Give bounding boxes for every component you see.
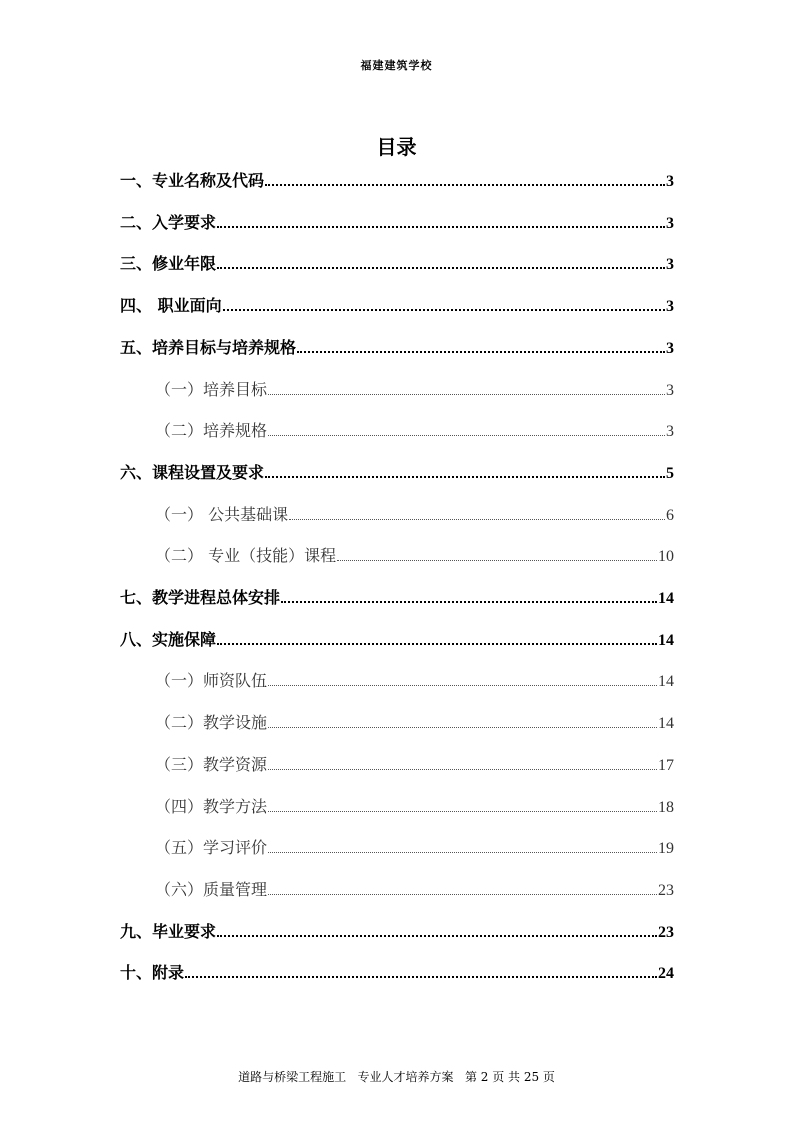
toc-entry-label: （五）学习评价 (155, 838, 268, 858)
toc-entry-label: （一） 公共基础课 (155, 504, 289, 524)
toc-entry-label: （四）教学方法 (155, 796, 268, 816)
toc-leader-dots (268, 685, 657, 686)
toc-entry[interactable] (120, 332, 674, 358)
toc-entry-label: 四、 职业面向 (120, 296, 222, 316)
toc-entry-label: 三、修业年限 (120, 254, 217, 274)
toc-entry-page-number: 3 (666, 381, 674, 399)
toc-entry-page-number: 3 (666, 256, 674, 274)
toc-entry-label: （一）师资队伍 (155, 671, 268, 691)
toc-entry[interactable] (120, 624, 674, 650)
toc-leader-dots (217, 267, 665, 269)
toc-leader-dots (265, 476, 665, 478)
toc-leader-dots (289, 519, 665, 520)
toc-entry[interactable] (155, 665, 674, 691)
toc-entry-page-number: 14 (658, 715, 674, 733)
toc-entry-label: （三）教学资源 (155, 754, 268, 774)
toc-leader-dots (217, 643, 657, 645)
toc-entry-page-number: 3 (666, 339, 674, 357)
toc-title: 目录 (376, 135, 417, 159)
toc-entry[interactable] (155, 415, 674, 441)
toc-entry[interactable] (120, 916, 674, 942)
toc-leader-dots (268, 394, 665, 395)
toc-entry-page-number: 6 (666, 506, 674, 524)
toc-entry-label: 五、培养目标与培养规格 (120, 337, 297, 357)
toc-entry-label: 七、教学进程总体安排 (120, 588, 281, 607)
toc-entry-page-number: 23 (658, 881, 674, 899)
toc-entry[interactable] (155, 707, 674, 733)
toc-entry-page-number: 3 (666, 214, 674, 232)
toc-entry[interactable] (120, 165, 674, 191)
toc-entry-page-number: 14 (658, 631, 674, 649)
toc-entry[interactable] (120, 207, 674, 233)
toc-entry-label: 一、专业名称及代码 (120, 171, 265, 190)
toc-entry[interactable] (155, 540, 674, 566)
toc-entry[interactable] (120, 457, 674, 483)
toc-entry-page-number: 5 (666, 464, 674, 482)
toc-entry[interactable] (155, 874, 674, 900)
toc-entry-label: 六、课程设置及要求 (120, 462, 265, 482)
toc-entry[interactable] (120, 582, 674, 608)
toc-entry-label: （二）教学设施 (155, 713, 268, 733)
toc-leader-dots (268, 894, 657, 895)
toc-leader-dots (268, 769, 657, 770)
page-footer: 道路与桥梁工程施工 专业人才培养方案 第 2 页 共 25 页 (238, 1070, 555, 1084)
toc-entry[interactable] (155, 791, 674, 817)
toc-leader-dots (217, 935, 657, 937)
toc-entry[interactable] (155, 499, 674, 525)
toc-entry-page-number: 14 (658, 673, 674, 691)
toc-entry-page-number: 3 (666, 423, 674, 441)
toc-leader-dots (185, 976, 657, 978)
toc-entry[interactable] (155, 749, 674, 775)
toc-entry[interactable] (120, 957, 674, 983)
toc-entry-page-number: 23 (658, 923, 674, 941)
toc-entry-label: （六）质量管理 (155, 879, 268, 899)
toc-entry[interactable] (155, 374, 674, 400)
toc-entry[interactable] (120, 248, 674, 274)
toc-leader-dots (337, 560, 657, 561)
toc-leader-dots (217, 226, 665, 228)
toc-entry-label: （一）培养目标 (155, 379, 268, 399)
toc-leader-dots (268, 811, 657, 812)
toc-leader-dots (223, 309, 665, 311)
toc-leader-dots (268, 852, 657, 853)
page-header: 福建建筑学校 (360, 59, 433, 72)
toc-entry-label: 二、入学要求 (120, 212, 217, 232)
toc-entry-page-number: 3 (666, 298, 674, 316)
toc-entry-page-number: 18 (658, 798, 674, 816)
toc-entry-label: （二）培养规格 (155, 421, 268, 441)
toc-entry-label: 十、附录 (120, 963, 185, 983)
toc-entry[interactable] (155, 832, 674, 858)
toc-entry[interactable] (120, 290, 674, 316)
toc-entry-label: 九、毕业要求 (120, 921, 217, 941)
toc-leader-dots (281, 601, 657, 603)
toc-entry-page-number: 24 (658, 965, 674, 983)
toc-entry-page-number: 19 (658, 840, 674, 858)
toc-entry-label: 八、实施保障 (120, 629, 217, 649)
toc-leader-dots (265, 184, 665, 186)
toc-entry-label: （二） 专业（技能）课程 (155, 546, 337, 566)
toc-entry-page-number: 10 (658, 548, 674, 566)
toc-leader-dots (268, 727, 657, 728)
toc-entry-page-number: 3 (666, 173, 674, 190)
toc-leader-dots (268, 435, 665, 436)
toc-entry-page-number: 14 (658, 590, 674, 607)
toc-leader-dots (297, 351, 665, 353)
toc-entry-page-number: 17 (658, 756, 674, 774)
